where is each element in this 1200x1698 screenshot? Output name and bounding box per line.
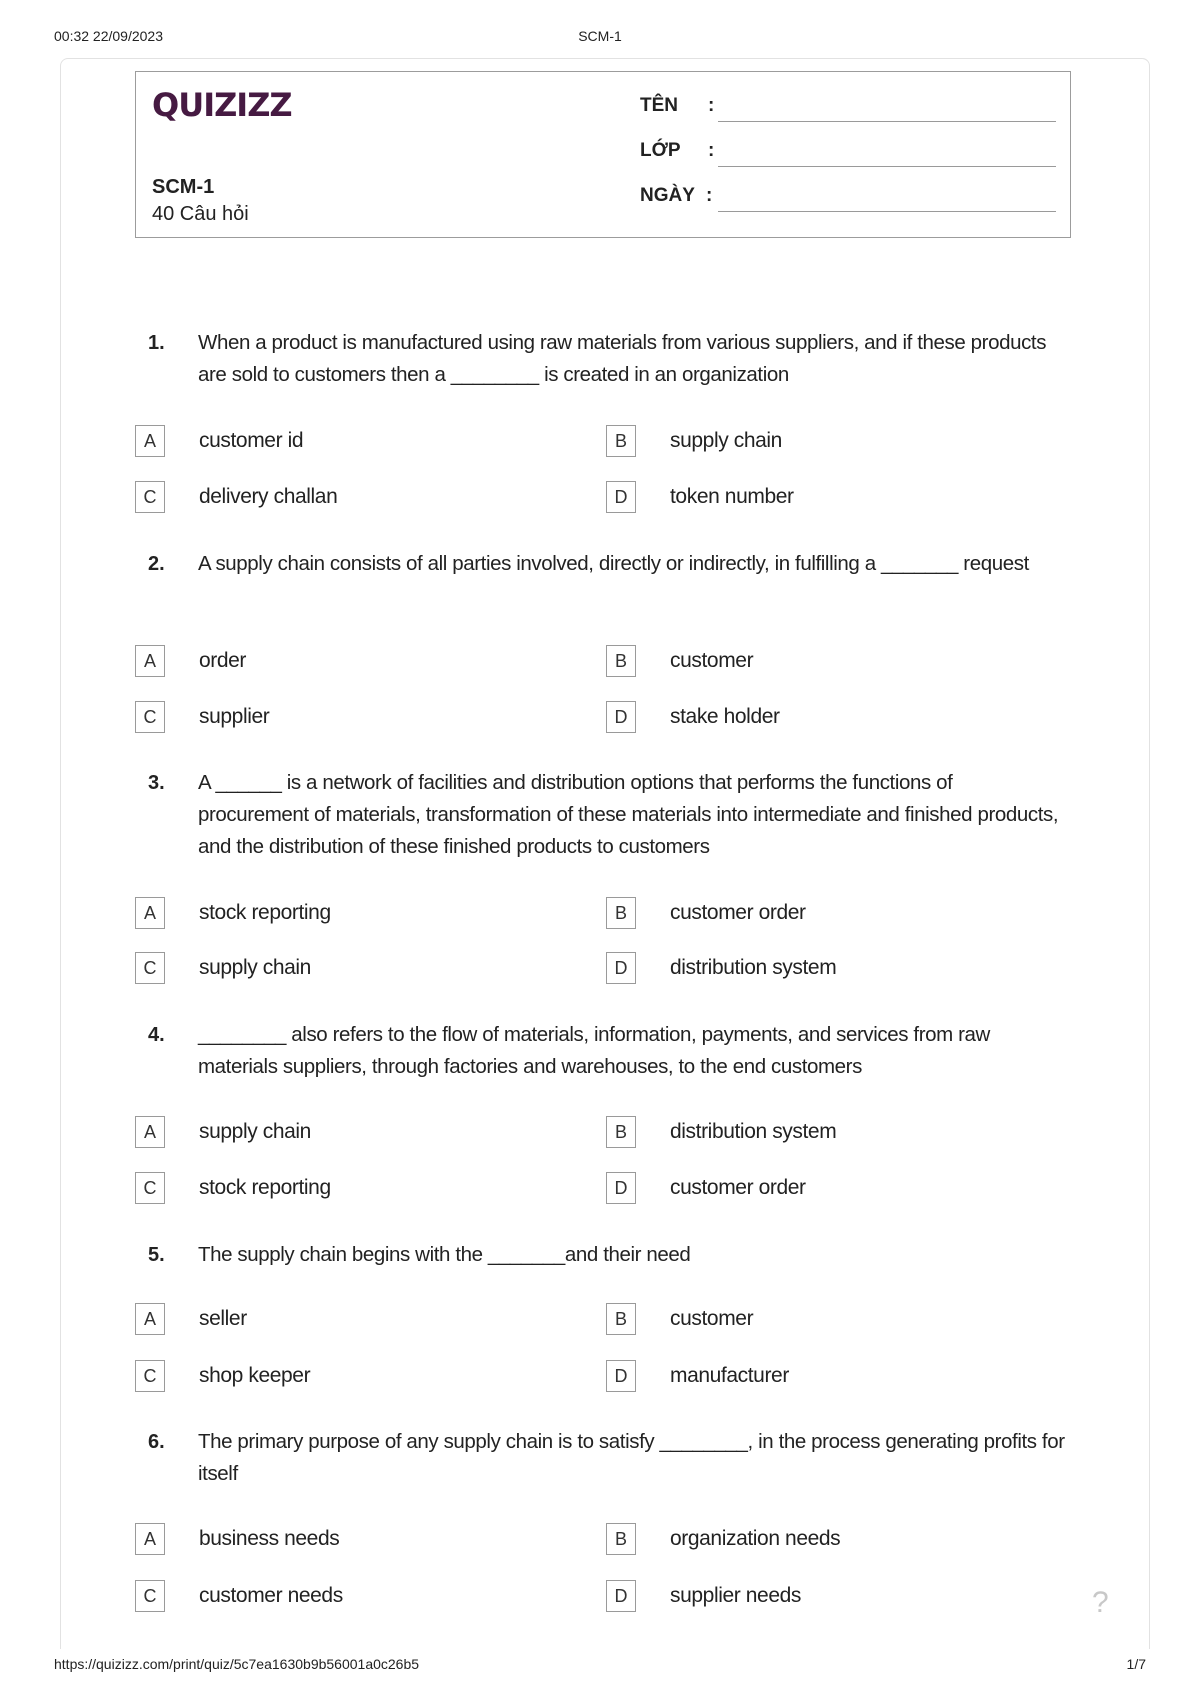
option-text: stock reporting bbox=[199, 901, 331, 924]
question-count: 40 Câu hỏi bbox=[152, 203, 249, 225]
option-letter: D bbox=[606, 1360, 636, 1392]
question-number: 2. bbox=[148, 553, 165, 575]
option-letter: C bbox=[135, 952, 165, 984]
quiz-info-box bbox=[135, 71, 1071, 238]
option-letter: B bbox=[606, 645, 636, 677]
option-text: supply chain bbox=[199, 1120, 311, 1143]
option-letter: D bbox=[606, 701, 636, 733]
option-text: distribution system bbox=[670, 956, 837, 979]
print-footer bbox=[54, 1656, 1146, 1676]
option-text: seller bbox=[199, 1307, 247, 1330]
class-line bbox=[718, 166, 1056, 167]
option-letter: A bbox=[135, 1523, 165, 1555]
option-letter: C bbox=[135, 1360, 165, 1392]
option-letter: C bbox=[135, 1580, 165, 1612]
option-letter: C bbox=[135, 701, 165, 733]
option-text: supply chain bbox=[670, 429, 782, 452]
option-letter: B bbox=[606, 425, 636, 457]
print-header bbox=[54, 28, 1146, 48]
question-number: 4. bbox=[148, 1024, 165, 1046]
option-letter: B bbox=[606, 1303, 636, 1335]
option-letter: A bbox=[135, 1116, 165, 1148]
name-colon: : bbox=[708, 95, 715, 116]
option-text: manufacturer bbox=[670, 1364, 789, 1387]
option-letter: D bbox=[606, 481, 636, 513]
option-text: customer needs bbox=[199, 1584, 343, 1607]
name-field bbox=[640, 95, 1056, 125]
question-text: The primary purpose of any supply chain is to satisfy ________, in the process generating profits for itself bbox=[198, 1430, 1065, 1485]
option-letter: C bbox=[135, 1172, 165, 1204]
print-datetime: 00:32 22/09/2023 bbox=[54, 28, 163, 44]
option-letter: C bbox=[135, 481, 165, 513]
question-text: The supply chain begins with the _______and their need bbox=[198, 1243, 691, 1266]
option-text: customer id bbox=[199, 429, 304, 452]
option-letter: B bbox=[606, 1523, 636, 1555]
class-colon: : bbox=[708, 140, 715, 161]
class-label: LỚP bbox=[640, 140, 681, 161]
print-title: SCM-1 bbox=[578, 28, 622, 44]
class-field bbox=[640, 140, 1056, 170]
option-letter: A bbox=[135, 897, 165, 929]
option-letter: D bbox=[606, 952, 636, 984]
option-text: customer order bbox=[670, 1176, 806, 1199]
option-text: customer order bbox=[670, 901, 806, 924]
option-text: supply chain bbox=[199, 956, 311, 979]
date-field bbox=[640, 185, 1056, 215]
option-text: business needs bbox=[199, 1527, 340, 1550]
question-number: 3. bbox=[148, 772, 165, 794]
option-text: distribution system bbox=[670, 1120, 837, 1143]
option-letter: A bbox=[135, 645, 165, 677]
date-label: NGÀY bbox=[640, 185, 695, 206]
option-letter: D bbox=[606, 1580, 636, 1612]
page-number: 1/7 bbox=[1126, 1656, 1146, 1672]
quiz-title: SCM-1 bbox=[152, 176, 215, 198]
option-text: delivery challan bbox=[199, 485, 338, 508]
help-icon[interactable]: ? bbox=[1092, 1586, 1109, 1619]
question-text: ________ also refers to the flow of materials, information, payments, and services from raw materials suppliers, through factories and warehouses, to the end customers bbox=[198, 1023, 990, 1078]
date-colon: : bbox=[706, 185, 713, 206]
option-letter: A bbox=[135, 425, 165, 457]
option-text: shop keeper bbox=[199, 1364, 311, 1387]
option-text: token number bbox=[670, 485, 794, 508]
option-text: customer bbox=[670, 649, 754, 672]
option-letter: D bbox=[606, 1172, 636, 1204]
name-line bbox=[718, 121, 1056, 122]
option-letter: B bbox=[606, 897, 636, 929]
option-text: customer bbox=[670, 1307, 754, 1330]
question-text: A supply chain consists of all parties involved, directly or indirectly, in fulfilling a _______ request bbox=[198, 552, 1029, 575]
date-line bbox=[718, 211, 1056, 212]
option-text: organization needs bbox=[670, 1527, 841, 1550]
question-number: 5. bbox=[148, 1244, 165, 1266]
quizizz-logo: QUIZIZZ bbox=[152, 86, 292, 124]
option-text: supplier bbox=[199, 705, 270, 728]
question-number: 6. bbox=[148, 1431, 165, 1453]
question-text: When a product is manufactured using raw materials from various suppliers, and if these products are sold to customers then a ________ is created in an organization bbox=[198, 331, 1047, 386]
option-text: order bbox=[199, 649, 247, 672]
option-letter: B bbox=[606, 1116, 636, 1148]
print-url: https://quizizz.com/print/quiz/5c7ea1630b9b56001a0c26b5 bbox=[54, 1656, 420, 1672]
option-letter: A bbox=[135, 1303, 165, 1335]
option-text: supplier needs bbox=[670, 1584, 801, 1607]
question-text: A ______ is a network of facilities and distribution options that performs the functions of procurement of materials, transformation of these materials into intermediate and finished products, and the distribution of these finished products to customers bbox=[198, 771, 1059, 858]
question-number: 1. bbox=[148, 332, 165, 354]
option-text: stock reporting bbox=[199, 1176, 331, 1199]
name-label: TÊN bbox=[640, 95, 678, 116]
option-text: stake holder bbox=[670, 705, 780, 728]
